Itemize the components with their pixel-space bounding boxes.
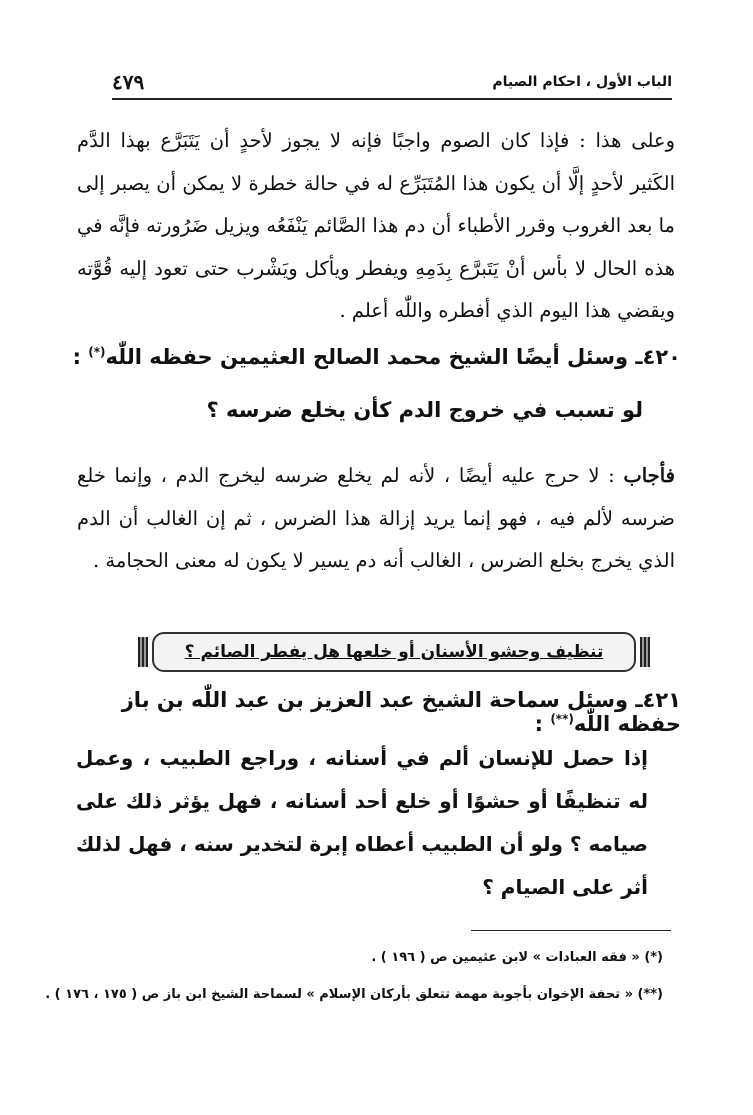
question-420-text: لو تسبب في خروج الدم كأن يخلع ضرسه ؟ (206, 398, 643, 422)
paragraph-intro: وعلى هذا : فإذا كان الصوم واجبًا فإنه لا يجوز لأحدٍ أن يَتَبَرَّع بهذا الدَّم الكَثير لأحدٍ إلَّا أن يكون هذا المُتَبَرِّع له في حالة خطرة لا يمكن أن يصبر إلى ما بعد الغروب وقرر الأطباء أن دم هذا الصَّائم يَنْفَعُه ويزيل ضَرُورته فإنَّه في هذه الحال لا بأس أنْ يَتَبرَّع بِدَمِهِ ويفطر ويأكل ويَشْرب حتى تعود إليه قُوَّته ويقضي هذا اليوم الذي أفطره واللّٰه أعلم . (77, 129, 675, 322)
footnote-2: (**) « تحفة الإخوان بأجوبة مهمة تتعلق بأركان الإسلام » لسماحة الشيخ ابن باز ص ( ١٧٥ ، ١٧٦ ) . (45, 987, 663, 1002)
answer-label: فأجاب (623, 464, 675, 487)
question-420-title: ٤٢٠ـ وسئل أيضًا الشيخ محمد الصالح العثيمين حفظه اللّٰه (105, 345, 681, 369)
question-421-heading (71, 688, 681, 736)
heading-colon: : (72, 345, 89, 369)
footnote-marker-2: (**) (550, 712, 574, 726)
section-banner (152, 632, 636, 672)
running-header (112, 70, 672, 100)
footnote-1: (*) « فقه العبادات » لابن عثيمين ص ( ١٩٦ ) . (371, 950, 663, 965)
page-number: ٤٧٩ (112, 70, 145, 94)
footnote-marker-1: (*) (88, 345, 106, 359)
question-420-heading (71, 345, 681, 369)
section-banner-title: تنظيف وحشو الأسنان أو خلعها هل يفطر الصائم ؟ (184, 642, 604, 662)
question-421-text: إذا حصل للإنسان ألم في أسنانه ، وراجع الطبيب ، وعمل له تنظيفًا أو حشوًا أو خلع أحد أسنانه ، فهل يؤثر ذلك على صيامه ؟ ولو أن الطبيب أعطاه إبرة لتخدير سنه ، فهل لذلك أثر على الصيام ؟ (76, 746, 648, 899)
footnote-divider (471, 930, 671, 931)
chapter-title: الباب الأول ، احكام الصيام (492, 74, 672, 90)
heading-colon: : (534, 712, 551, 736)
answer-420 (77, 455, 675, 583)
answer-text: : لا حرج عليه أيضًا ، لأنه لم يخلع ضرسه ليخرج الدم ، وإنما خلع ضرسه لألم فيه ، فهو إنما يريد إزالة هذا الضرس ، ثم إن الغالب أن الدم الذي يخرج بخلع الضرس ، الغالب أنه دم يسير لا يكون له معنى الحجامة . (77, 464, 675, 572)
question-421-title: ٤٢١ـ وسئل سماحة الشيخ عبد العزيز بن عبد اللّٰه بن باز حفظه اللّٰه (121, 688, 681, 736)
